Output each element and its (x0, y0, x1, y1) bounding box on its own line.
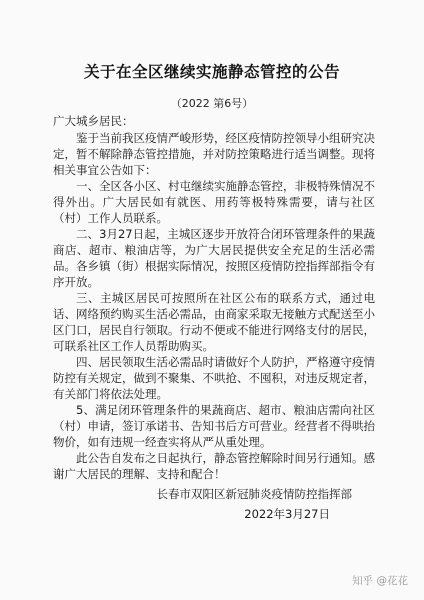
paragraph-item-3: 三、主城区居民可按照所在社区公布的联系方式，通过电话、网络预约购买生活必需品，由商家采取无接触方式配送至小区门口，居民自行领取。行动不便或不能进行网络支付的居民，可联系社区工作人员帮助购买。 (53, 291, 375, 353)
document-number: （2022 第6号） (170, 97, 254, 110)
paragraph-item-2: 二、3月27日起，主城区逐步开放符合闭环管理条件的果蔬商店、超市、粮油店等，为广大居民提供安全充足的生活必需品。各乡镇（街）根据实际情况，按照区疫情防控指挥部指令有序开放。 (53, 227, 375, 289)
paragraph-closing: 此公告自发布之日起执行，静态管控解除时间另行通知。感谢广大居民的理解、支持和配合！ (53, 451, 375, 481)
issuer-name: 长春市双阳区新冠肺炎疫情防控指挥部 (156, 487, 352, 501)
zhihu-watermark: 知乎 @花花 (352, 575, 408, 587)
signature-block (157, 484, 353, 524)
greeting: 广大城乡居民： (53, 114, 134, 128)
paragraph-item-4: 四、居民领取生活必需品时请做好个人防护，严格遵守疫情防控有关规定，做到不聚集、不哄抢、不囤积，对违反规定者，有关部门将依法处理。 (53, 355, 375, 401)
paragraph-intro: 鉴于当前我区疫情严峻形势，经区疫情防控领导小组研究决定，暂不解除静态管控措施，并对防控策略进行适当调整。现将相关事宜公告如下： (53, 131, 375, 177)
notice-title: 关于在全区继续实施静态管控的公告 (83, 63, 340, 81)
notice-body (53, 130, 375, 482)
issue-date: 2022年3月27日 (244, 507, 330, 521)
paragraph-item-1: 一、全区各小区、村屯继续实施静态管控，非极特殊情况不得外出。广大居民如有就医、用药等极特殊需要，请与社区（村）工作人员联系。 (53, 179, 375, 225)
paragraph-item-5: 5、满足闭环管理条件的果蔬商店、超市、粮油店需向社区（村）申请，签订承诺书、告知书后方可营业。经营者不得哄抬物价，如有违规一经查实将从严从重处理。 (53, 403, 375, 449)
